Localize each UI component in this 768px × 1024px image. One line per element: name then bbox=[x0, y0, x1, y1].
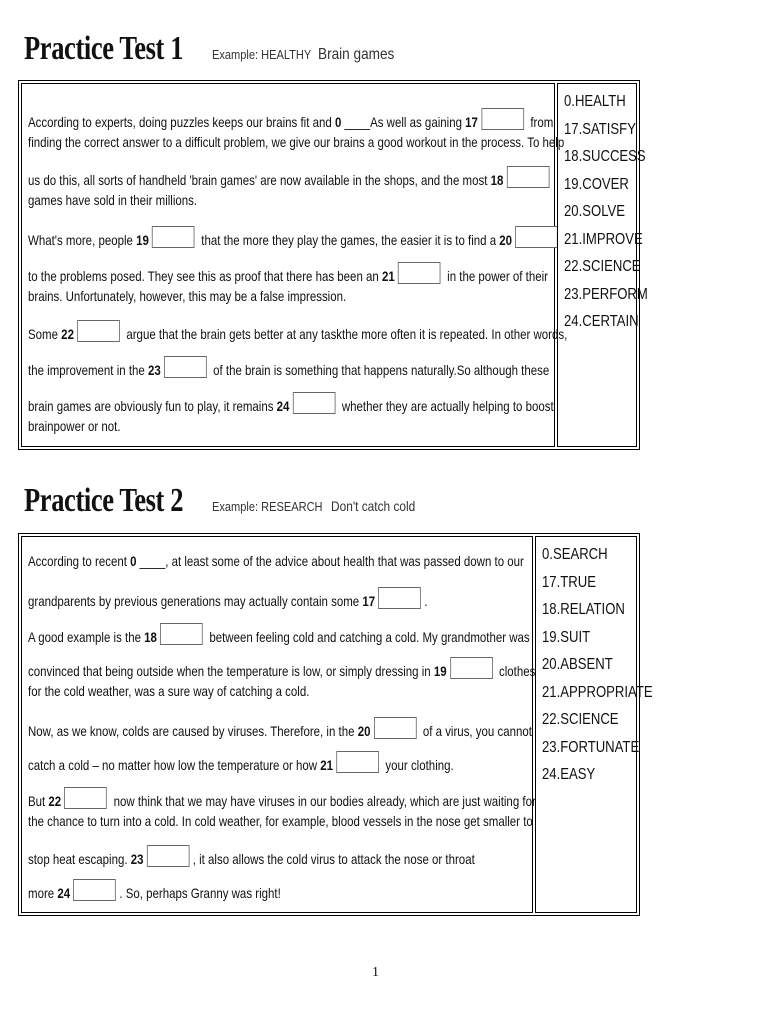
page-number: 1 bbox=[372, 965, 379, 980]
answer-gap-21[interactable] bbox=[336, 751, 379, 773]
passage-line: us do this, all sorts of handheld 'brain games' are now available in the shops, and the most 18 bbox=[28, 166, 553, 188]
answer-gap-24[interactable] bbox=[293, 392, 336, 414]
word-list-item: 20.ABSENT bbox=[542, 656, 613, 673]
passage-line: the chance to turn into a cold. In cold weather, for example, blood vessels in the nose get smaller to bbox=[28, 813, 533, 829]
word-list-item: 20.SOLVE bbox=[564, 203, 626, 220]
passage-line: Some 22 argue that the brain gets better at any taskthe more often it is repeated. In other words, bbox=[28, 320, 567, 342]
test-2-passage bbox=[21, 536, 536, 913]
answer-gap-18[interactable] bbox=[507, 166, 550, 188]
word-list-item: 17.TRUE bbox=[542, 573, 596, 591]
answer-gap-22[interactable] bbox=[64, 787, 107, 809]
passage-line: Now, as we know, colds are caused by viruses. Therefore, in the 20 of a virus, you cannot bbox=[28, 717, 532, 739]
passage-line: convinced that being outside when the temperature is low, or simply dressing in 19 clothes bbox=[28, 657, 535, 679]
answer-gap-23[interactable] bbox=[164, 356, 207, 378]
passage-line: A good example is the 18 between feeling cold and catching a cold. My grandmother was bbox=[28, 623, 530, 645]
test-subtitle: Don't catch cold bbox=[330, 498, 416, 514]
test-2-word-list bbox=[535, 536, 653, 913]
answer-gap-18[interactable] bbox=[160, 623, 203, 645]
word-list-item: 21.IMPROVE bbox=[564, 230, 643, 248]
test-example: Example: RESEARCH bbox=[212, 499, 323, 514]
passage-line: finding the correct answer to a difficult problem, we give our brains a good workout in the process. To help bbox=[28, 134, 565, 150]
test-1-heading bbox=[24, 30, 408, 68]
passage-line: grandparents by previous generations may actually contain some 17 . bbox=[28, 587, 428, 609]
word-list-item: 23.PERFORM bbox=[564, 285, 648, 303]
answer-gap-21[interactable] bbox=[398, 262, 441, 284]
passage-line: stop heat escaping. 23 , it also allows the cold virus to attack the nose or throat bbox=[28, 845, 475, 867]
test-1-frame bbox=[18, 80, 648, 450]
test-title: Practice Test 1 bbox=[24, 30, 184, 67]
test-subtitle: Brain games bbox=[317, 46, 395, 63]
word-list-item: 24.EASY bbox=[542, 766, 596, 783]
answer-gap-17[interactable] bbox=[481, 108, 524, 130]
test-2-frame bbox=[18, 533, 653, 916]
word-list-item: 0.SEARCH bbox=[542, 546, 608, 563]
word-list-item: 18.RELATION bbox=[542, 601, 625, 618]
passage-line: But 22 now think that we may have viruses in our bodies already, which are just waiting for bbox=[28, 787, 536, 809]
passage-line: games have sold in their millions. bbox=[28, 192, 198, 208]
passage-line: brains. Unfortunately, however, this may be a false impression. bbox=[28, 288, 347, 304]
answer-gap-17[interactable] bbox=[378, 587, 421, 609]
word-list-item: 21.APPROPRIATE bbox=[542, 683, 653, 701]
answer-gap-22[interactable] bbox=[77, 320, 120, 342]
answer-gap-20[interactable] bbox=[374, 717, 417, 739]
passage-line: According to recent 0 ____, at least some of the advice about health that was passed down to our bbox=[28, 553, 524, 569]
answer-gap-23[interactable] bbox=[147, 845, 190, 867]
test-example: Example: HEALTHY bbox=[212, 47, 312, 62]
word-list-item: 24.CERTAIN bbox=[564, 313, 639, 330]
passage-line: brain games are obviously fun to play, it remains 24 whether they are actually helping to boost bbox=[28, 392, 554, 414]
test-title: Practice Test 2 bbox=[24, 482, 184, 519]
answer-gap-19[interactable] bbox=[450, 657, 493, 679]
word-list-item: 23.FORTUNATE bbox=[542, 738, 640, 756]
answer-gap-19[interactable] bbox=[152, 226, 195, 248]
passage-line: What's more, people 19 that the more they play the games, the easier it is to find a 20 bbox=[28, 226, 561, 248]
test-1-word-list bbox=[557, 83, 648, 447]
passage-line: for the cold weather, was a sure way of catching a cold. bbox=[28, 683, 310, 699]
passage-line: brainpower or not. bbox=[28, 418, 121, 434]
test-1-passage bbox=[21, 83, 568, 447]
passage-line: to the problems posed. They see this as proof that there has been an 21 in the power of their bbox=[28, 262, 548, 284]
word-list-item: 22.SCIENCE bbox=[564, 258, 641, 275]
word-list-item: 19.COVER bbox=[564, 175, 629, 193]
word-list-item: 22.SCIENCE bbox=[542, 711, 619, 728]
answer-gap-20[interactable] bbox=[515, 226, 558, 248]
word-list-item: 0.HEALTH bbox=[564, 93, 626, 110]
passage-line: the improvement in the 23 of the brain is something that happens naturally.So although these bbox=[28, 356, 549, 378]
word-list-item: 19.SUIT bbox=[542, 628, 591, 646]
word-list-item: 18.SUCCESS bbox=[564, 148, 646, 165]
word-list-item: 17.SATISFY bbox=[564, 120, 636, 138]
passage-line: According to experts, doing puzzles keeps our brains fit and 0 ____As well as gaining 17 from bbox=[28, 108, 553, 130]
test-2-heading bbox=[24, 482, 430, 520]
answer-gap-24[interactable] bbox=[73, 879, 116, 901]
passage-line: catch a cold – no matter how low the temperature or how 21 your clothing. bbox=[28, 751, 454, 773]
passage-line: more 24 . So, perhaps Granny was right! bbox=[28, 879, 281, 901]
